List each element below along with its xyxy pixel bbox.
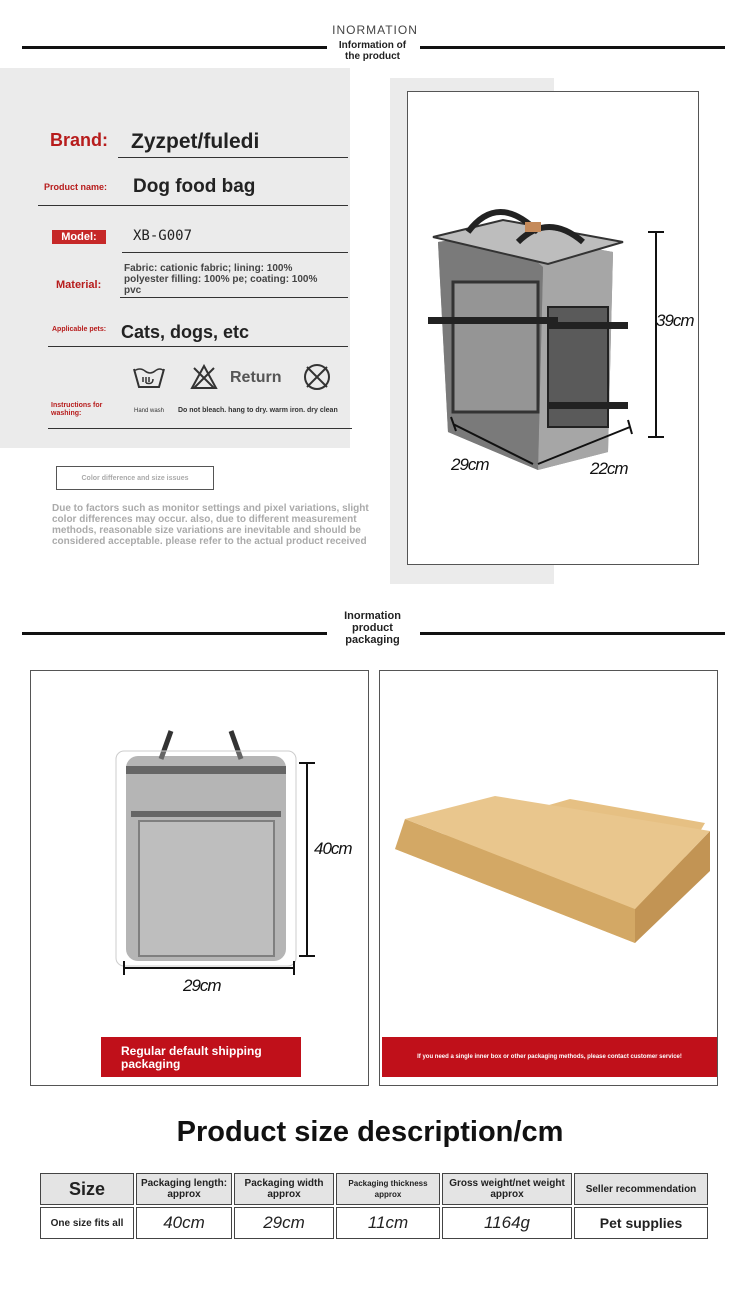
size-cell: One size fits all [40,1207,134,1239]
length-cell: 40cm [136,1207,232,1239]
washing-label: Instructions for washing: [51,402,103,417]
size-table [38,1171,710,1241]
product-name-label: Product name: [44,182,108,192]
product-height-dim: 39cm [656,311,694,330]
divider [48,346,348,347]
thickness-header: Packaging thickness approx [336,1173,440,1205]
applicable-pets-label: Applicable pets: [52,326,107,333]
default-shipping-banner: Regular default shipping packaging [101,1037,301,1077]
section2-rule-right [420,632,725,635]
bagged-packaging-frame [30,670,369,1086]
product-name-value: Dog food bag [133,176,256,197]
table-header-row [40,1173,708,1205]
color-size-note-box [56,466,214,490]
divider [48,428,352,429]
left-gray-panel [0,68,350,448]
size-description-title: Product size description/cm [176,1116,564,1148]
section-rule-right [420,46,725,49]
section2-heading: Inormation product packaging [344,610,401,647]
color-size-note-label: Color difference and size issues [81,475,189,482]
washing-value: Do not bleach. hang to dry. warm iron. dry clean [178,407,338,414]
material-value: Fabric: cationic fabric; lining: 100% polyester filling: 100% pe; coating: 100% pvc [124,263,318,296]
brand-label: Brand: [50,130,108,150]
recommendation-cell: Pet supplies [574,1207,708,1239]
divider [118,157,348,158]
length-header: Packaging length: approx [136,1173,232,1205]
weight-header: Gross weight/net weight approx [442,1173,572,1205]
wash-basin-icon [131,363,167,391]
model-value: XB-G007 [133,228,193,244]
width-cell: 29cm [234,1207,334,1239]
thickness-cell: 11cm [336,1207,440,1239]
custom-packaging-banner: If you need a single inner box or other packaging methods, please contact customer service! [382,1037,717,1077]
no-tumble-dry-icon [302,363,332,391]
width-header: Packaging width approx [234,1173,334,1205]
divider [122,252,348,253]
hand-wash-label: Hand wash [134,408,165,414]
weight-cell: 1164g [442,1207,572,1239]
no-bleach-icon [190,364,218,390]
material-label: Material: [56,279,102,291]
applicable-pets-value: Cats, dogs, etc [121,322,250,342]
recommendation-header: Seller recommendation [574,1173,708,1205]
product-width-dim: 22cm [590,459,628,478]
product-depth-dim: 29cm [451,455,489,474]
table-row [40,1207,708,1239]
section-heading: INORMATION [332,23,418,37]
divider [38,205,348,206]
box-packaging-frame [379,670,718,1086]
section-rule-left [22,46,327,49]
package-width-dim: 29cm [183,976,221,995]
section-subheading: Information of the product [338,40,407,62]
return-label: Return [230,369,282,386]
section2-rule-left [22,632,327,635]
brand-value: Zyzpet/fuledi [131,130,260,153]
divider [120,297,348,298]
disclaimer-text: Due to factors such as monitor settings and pixel variations, slight color differences may occur. also, due to different measurement methods, reasonable size variations are inevitable and should be considered acceptable. please refer to the actual product received [52,503,369,547]
model-label: Model: [52,230,106,244]
product-bag-image [408,92,698,564]
package-height-dim: 40cm [314,839,352,858]
size-header: Size [40,1173,134,1205]
shipping-box-image [380,671,717,1085]
bagged-product-image [31,671,368,1085]
